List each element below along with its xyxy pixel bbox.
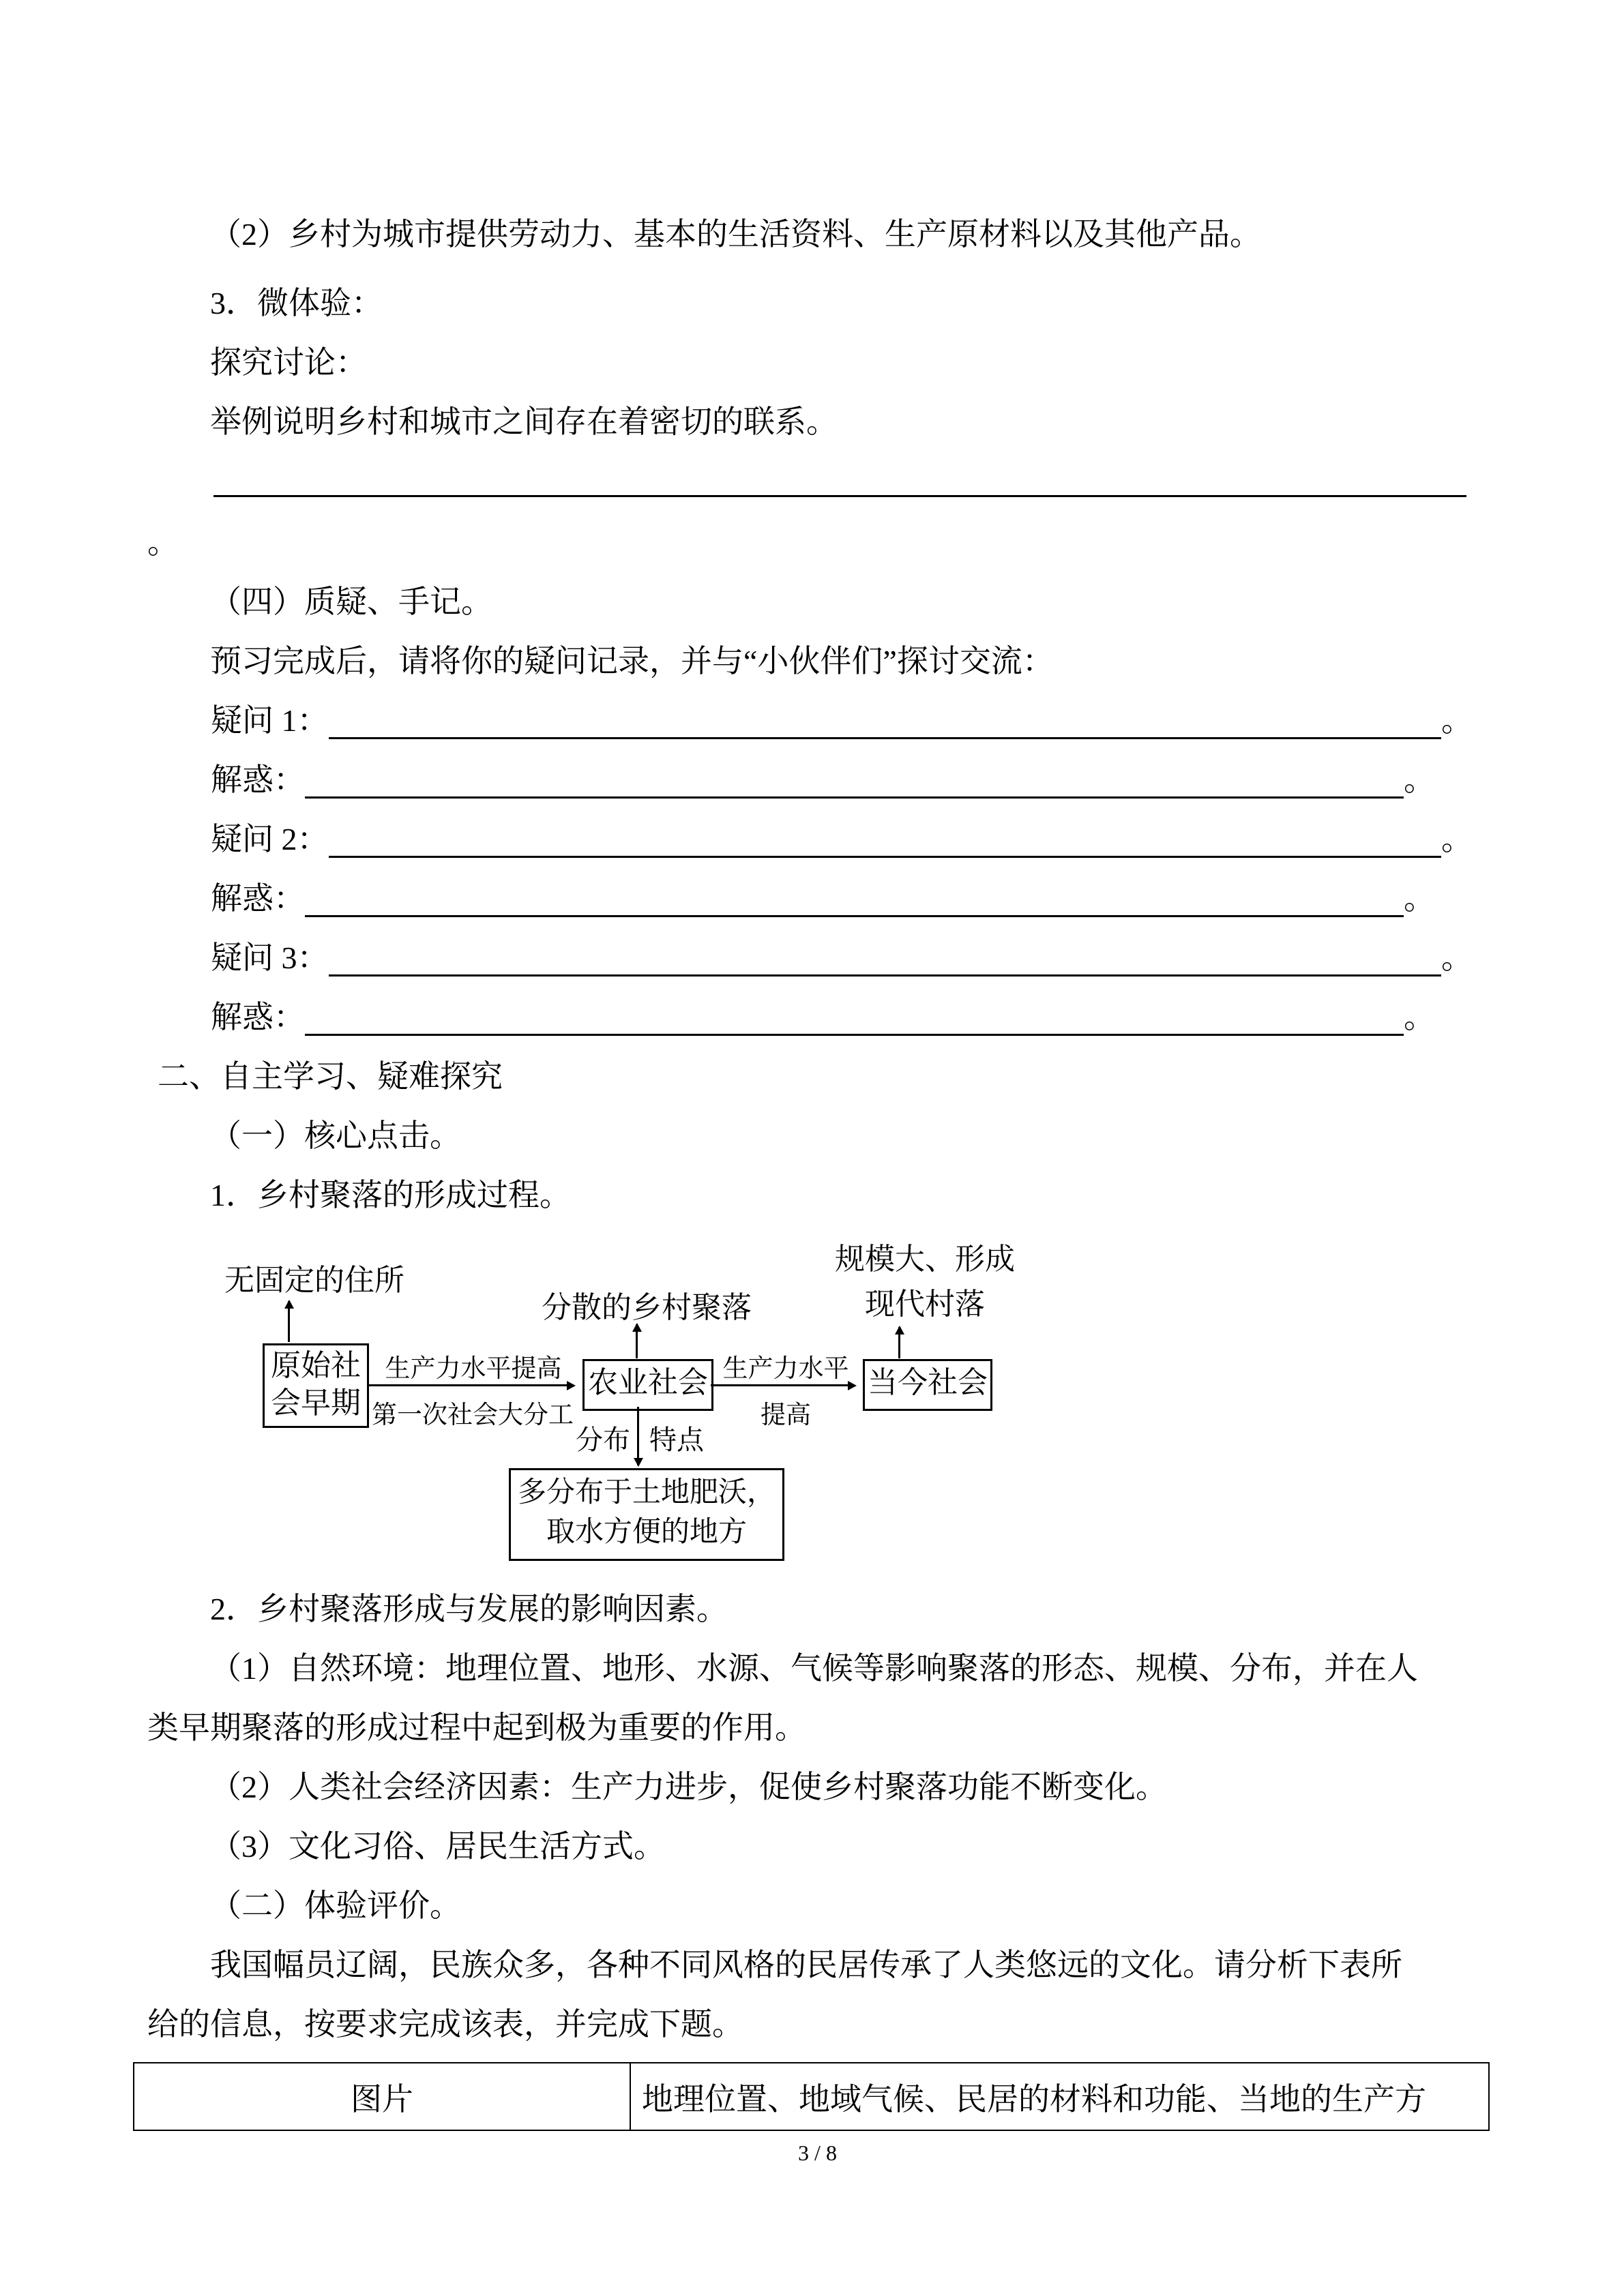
branch-label-feature: 特点 [649, 1425, 704, 1455]
arrow-up-icon [288, 1301, 290, 1342]
diagram-label-no-fixed-home: 无固定的住所 [224, 1264, 404, 1297]
question-tail: 。 [1441, 703, 1473, 738]
paragraph-culture: （3）文化习俗、居民生活方式。 [210, 1829, 665, 1864]
arrow2-label-above: 生产力水平 [722, 1355, 849, 1383]
answer-row-1 [211, 750, 1435, 809]
paragraph-example-task: 举例说明乡村和城市之间存在着密切的联系。 [210, 404, 838, 439]
arrow2-label-below: 提高 [761, 1401, 811, 1429]
table-header-row [134, 2063, 1489, 2130]
table-header-description: 地理位置、地域气候、民居的材料和功能、当地的生产方 [630, 2063, 1489, 2130]
answer-tail: 。 [1404, 762, 1435, 797]
question-blank [329, 928, 1442, 976]
page-number: 3 / 8 [798, 2141, 837, 2165]
dwellings-table [133, 2062, 1490, 2131]
question-row-1 [211, 691, 1473, 750]
heading-evaluation: （二）体验评价。 [210, 1888, 461, 1923]
question-row-2 [211, 809, 1473, 869]
diagram-box-location: 多分布于土地肥沃， 取水方便的地方 [509, 1468, 784, 1561]
question-label: 疑问 2： [211, 822, 329, 856]
paragraph-economy: （2）人类社会经济因素：生产力进步，促使乡村聚落功能不断变化。 [210, 1770, 1167, 1804]
question-blank [329, 691, 1442, 739]
arrow1-label-above: 生产力水平提高 [385, 1355, 562, 1383]
paragraph-intro-line1: 我国幅员辽阔，民族众多，各种不同风格的民居传承了人类悠远的文化。请分析下表所 [210, 1948, 1402, 1982]
arrow-down-icon [637, 1407, 639, 1465]
paragraph-preview-note: 预习完成后，请将你的疑问记录，并与“小伙伴们”探讨交流： [210, 644, 1054, 679]
settlement-formation-diagram [147, 1225, 1488, 1579]
diagram-label-scattered-settlement: 分散的乡村聚落 [542, 1291, 752, 1324]
answer-tail: 。 [1404, 881, 1435, 916]
branch-label-distribution: 分布 [576, 1425, 630, 1455]
arrow-up-icon [636, 1324, 638, 1358]
answer-label: 解惑： [211, 1000, 305, 1034]
answer-label: 解惑： [211, 762, 305, 797]
paragraph-villages-supply: （2）乡村为城市提供劳动力、基本的生活资料、生产原材料以及其他产品。 [210, 217, 1261, 252]
paragraph-nature-line1: （1）自然环境：地理位置、地形、水源、气候等影响聚落的形态、规模、分布，并在人 [210, 1651, 1418, 1686]
arrow-right-icon [711, 1384, 854, 1386]
heading-section2: 二、自主学习、疑难探究 [158, 1059, 503, 1094]
answer-row-3 [211, 987, 1435, 1047]
answer-blank [305, 750, 1404, 799]
answer-row-2 [211, 869, 1435, 928]
heading-core-points: （一）核心点击。 [210, 1118, 461, 1153]
diagram-box-agricultural-society: 农业社会 [582, 1359, 713, 1411]
question-tail: 。 [1441, 940, 1473, 975]
heading-factors: 2．乡村聚落形成与发展的影响因素。 [210, 1592, 728, 1626]
question-blank [329, 809, 1442, 858]
paragraph-nature-line2: 类早期聚落的形成过程中起到极为重要的作用。 [147, 1710, 806, 1745]
diagram-box-primitive-society: 原始社 会早期 [263, 1343, 369, 1428]
question-label: 疑问 3： [211, 940, 329, 975]
arrow-up-icon [898, 1327, 900, 1358]
heading-section4: （四）质疑、手记。 [210, 584, 492, 619]
question-row-3 [211, 928, 1473, 987]
answer-blank [305, 869, 1404, 917]
paragraph-intro-line2: 给的信息，按要求完成该表，并完成下题。 [147, 2007, 743, 2042]
arrow-right-icon [367, 1384, 573, 1386]
answer-blank [305, 987, 1404, 1036]
answer-blank-line [213, 451, 1466, 497]
table-header-picture: 图片 [134, 2063, 630, 2130]
trailing-period: 。 [147, 525, 179, 560]
heading-formation-process: 1．乡村聚落的形成过程。 [210, 1178, 571, 1212]
answer-label: 解惑： [211, 881, 305, 916]
answer-tail: 。 [1404, 1000, 1435, 1034]
heading-discussion: 探究讨论： [210, 345, 367, 380]
heading-micro-experience: 3．微体验： [210, 286, 383, 320]
arrow1-label-below: 第一次社会大分工 [372, 1401, 574, 1429]
diagram-label-modern-village: 规模大、形成 现代村落 [835, 1242, 1015, 1321]
question-tail: 。 [1441, 822, 1473, 856]
question-label: 疑问 1： [211, 703, 329, 738]
diagram-box-modern-society: 当今社会 [863, 1359, 992, 1411]
